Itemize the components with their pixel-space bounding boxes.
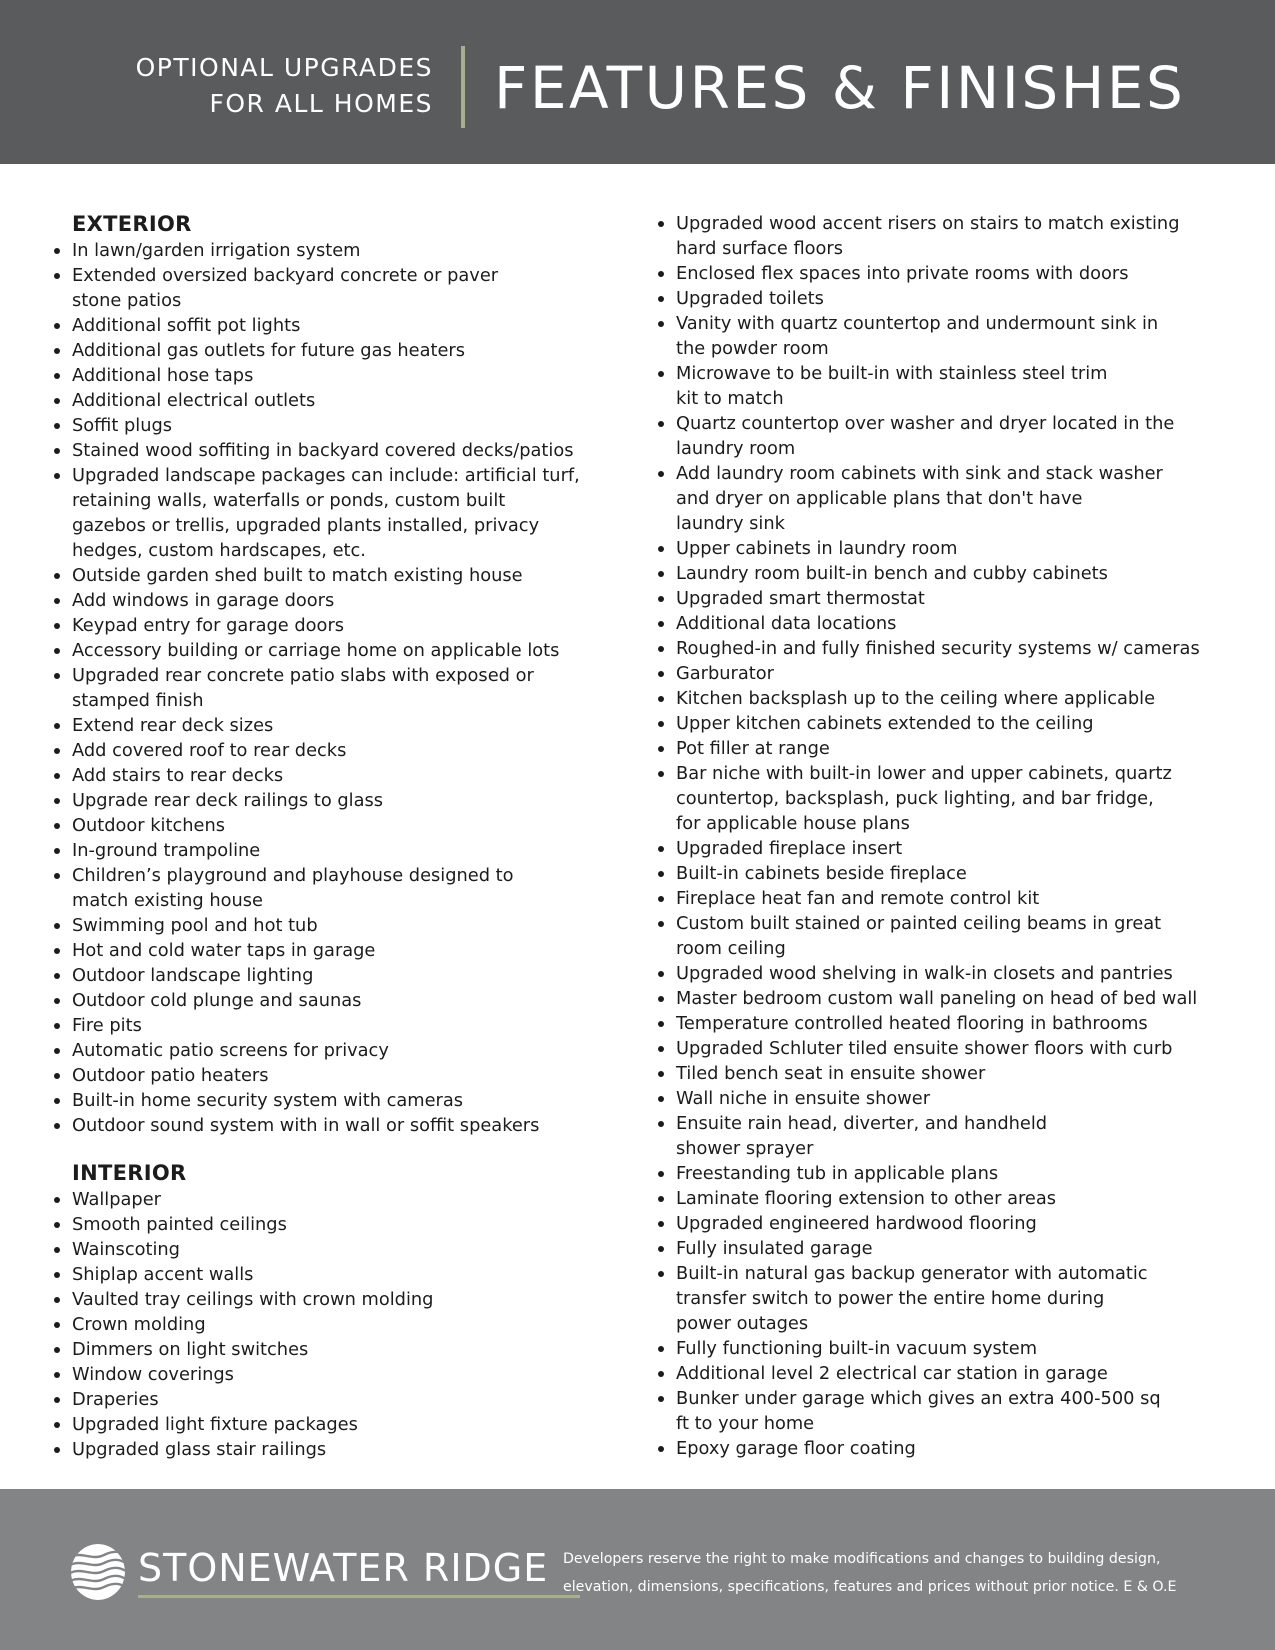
header-divider xyxy=(461,46,465,128)
list-item: Extend rear deck sizes xyxy=(52,713,612,738)
list-item: Stained wood soffiting in backyard covered decks/patios xyxy=(52,438,612,463)
list-item: Additional level 2 electrical car station in garage xyxy=(656,1361,1236,1386)
list-item: Crown molding xyxy=(52,1312,612,1337)
list-item: Upgraded light fixture packages xyxy=(52,1412,612,1437)
list-item: Laminate flooring extension to other areas xyxy=(656,1186,1236,1211)
list-item: Add stairs to rear decks xyxy=(52,763,612,788)
list-item: Swimming pool and hot tub xyxy=(52,913,612,938)
list-item: Kitchen backsplash up to the ceiling where applicable xyxy=(656,686,1236,711)
list-item: Outside garden shed built to match existing house xyxy=(52,563,612,588)
list-item: Ensuite rain head, diverter, and handheld shower sprayer xyxy=(656,1111,1236,1161)
list-item: Bunker under garage which gives an extra 400-500 sq ft to your home xyxy=(656,1386,1236,1436)
list-item: Built-in cabinets beside fireplace xyxy=(656,861,1236,886)
list-item: Outdoor sound system with in wall or soffit speakers xyxy=(52,1113,612,1138)
list-item: Upgraded wood accent risers on stairs to match existing hard surface floors xyxy=(656,211,1236,261)
list-item: Upgraded Schluter tiled ensuite shower floors with curb xyxy=(656,1036,1236,1061)
list-item: Automatic patio screens for privacy xyxy=(52,1038,612,1063)
list-item: Outdoor landscape lighting xyxy=(52,963,612,988)
list-item: Extended oversized backyard concrete or paver stone patios xyxy=(52,263,612,313)
list-item: Draperies xyxy=(52,1387,612,1412)
list-item: Upgraded glass stair railings xyxy=(52,1437,612,1462)
list-item: Vanity with quartz countertop and undermount sink in the powder room xyxy=(656,311,1236,361)
list-item: Fireplace heat fan and remote control kit xyxy=(656,886,1236,911)
interior-heading: INTERIOR xyxy=(72,1161,187,1185)
list-item: Roughed-in and fully finished security systems w/ cameras xyxy=(656,636,1236,661)
list-item: In lawn/garden irrigation system xyxy=(52,238,612,263)
brand-logo xyxy=(70,1543,549,1603)
list-item: Fully functioning built-in vacuum system xyxy=(656,1336,1236,1361)
list-item: Enclosed flex spaces into private rooms with doors xyxy=(656,261,1236,286)
list-item: Upper kitchen cabinets extended to the ceiling xyxy=(656,711,1236,736)
list-item: Window coverings xyxy=(52,1362,612,1387)
list-item: Built-in natural gas backup generator with automatic transfer switch to power the entire home during power outages xyxy=(656,1261,1236,1336)
stonewater-wave-icon xyxy=(70,1543,126,1601)
disclaimer-text: Developers reserve the right to make modifications and changes to building design, elevation, dimensions, specifications, features and prices without prior notice. E & O.E xyxy=(563,1551,1177,1595)
left-column xyxy=(52,210,612,1462)
list-item: In-ground trampoline xyxy=(52,838,612,863)
list-item: Additional data locations xyxy=(656,611,1236,636)
list-item: Pot filler at range xyxy=(656,736,1236,761)
header-subtitle xyxy=(33,50,433,122)
list-item: Children’s playground and playhouse designed to match existing house xyxy=(52,863,612,913)
exterior-heading: EXTERIOR xyxy=(72,212,192,236)
subtitle-line-2: FOR ALL HOMES xyxy=(209,89,433,118)
brand-underline xyxy=(138,1595,580,1598)
list-item: Add covered roof to rear decks xyxy=(52,738,612,763)
list-item: Upgraded toilets xyxy=(656,286,1236,311)
subtitle-line-1: OPTIONAL UPGRADES xyxy=(135,53,433,82)
list-item: Dimmers on light switches xyxy=(52,1337,612,1362)
list-item: Epoxy garage floor coating xyxy=(656,1436,1236,1461)
list-item: Additional hose taps xyxy=(52,363,612,388)
exterior-list xyxy=(52,238,612,1138)
list-item: Keypad entry for garage doors xyxy=(52,613,612,638)
list-item: Upgraded engineered hardwood flooring xyxy=(656,1211,1236,1236)
list-item: Upper cabinets in laundry room xyxy=(656,536,1236,561)
list-item: Add windows in garage doors xyxy=(52,588,612,613)
list-item: Upgraded landscape packages can include: artificial turf, retaining walls, waterfalls or ponds, custom built gazebos or trellis, upgraded plants installed, privacy hedges, custom hardscapes, etc. xyxy=(52,463,612,563)
list-item: Built-in home security system with cameras xyxy=(52,1088,612,1113)
list-item: Outdoor kitchens xyxy=(52,813,612,838)
list-item: Master bedroom custom wall paneling on head of bed wall xyxy=(656,986,1236,1011)
brand-name: STONEWATER RIDGE xyxy=(138,1546,549,1590)
list-item: Upgrade rear deck railings to glass xyxy=(52,788,612,813)
list-item: Additional soffit pot lights xyxy=(52,313,612,338)
list-item: Garburator xyxy=(656,661,1236,686)
list-item: Fully insulated garage xyxy=(656,1236,1236,1261)
list-item: Bar niche with built-in lower and upper cabinets, quartz countertop, backsplash, puck lighting, and bar fridge, for applicable house plans xyxy=(656,761,1236,836)
list-item: Add laundry room cabinets with sink and stack washer and dryer on applicable plans that don't have laundry sink xyxy=(656,461,1236,536)
list-item: Fire pits xyxy=(52,1013,612,1038)
list-item: Hot and cold water taps in garage xyxy=(52,938,612,963)
list-item: Accessory building or carriage home on applicable lots xyxy=(52,638,612,663)
list-item: Microwave to be built-in with stainless steel trim kit to match xyxy=(656,361,1236,411)
page-header xyxy=(0,0,1275,164)
list-item: Upgraded rear concrete patio slabs with exposed or stamped finish xyxy=(52,663,612,713)
list-item: Additional gas outlets for future gas heaters xyxy=(52,338,612,363)
list-item: Wall niche in ensuite shower xyxy=(656,1086,1236,1111)
list-item: Custom built stained or painted ceiling beams in great room ceiling xyxy=(656,911,1236,961)
list-item: Upgraded fireplace insert xyxy=(656,836,1236,861)
list-item: Freestanding tub in applicable plans xyxy=(656,1161,1236,1186)
list-item: Laundry room built-in bench and cubby cabinets xyxy=(656,561,1236,586)
page-title: FEATURES & FINISHES xyxy=(494,54,1186,122)
list-item: Smooth painted ceilings xyxy=(52,1212,612,1237)
list-item: Wainscoting xyxy=(52,1237,612,1262)
list-item: Temperature controlled heated flooring in bathrooms xyxy=(656,1011,1236,1036)
interior-list xyxy=(52,1187,612,1462)
list-item: Additional electrical outlets xyxy=(52,388,612,413)
list-item: Outdoor cold plunge and saunas xyxy=(52,988,612,1013)
right-column xyxy=(656,211,1236,1461)
list-item: Vaulted tray ceilings with crown molding xyxy=(52,1287,612,1312)
list-item: Outdoor patio heaters xyxy=(52,1063,612,1088)
list-item: Upgraded smart thermostat xyxy=(656,586,1236,611)
list-item: Upgraded wood shelving in walk-in closets and pantries xyxy=(656,961,1236,986)
page-footer xyxy=(0,1489,1275,1650)
list-item: Quartz countertop over washer and dryer located in the laundry room xyxy=(656,411,1236,461)
list-item: Tiled bench seat in ensuite shower xyxy=(656,1061,1236,1086)
list-item: Wallpaper xyxy=(52,1187,612,1212)
interior-continued-list xyxy=(656,211,1236,1461)
list-item: Soffit plugs xyxy=(52,413,612,438)
list-item: Shiplap accent walls xyxy=(52,1262,612,1287)
